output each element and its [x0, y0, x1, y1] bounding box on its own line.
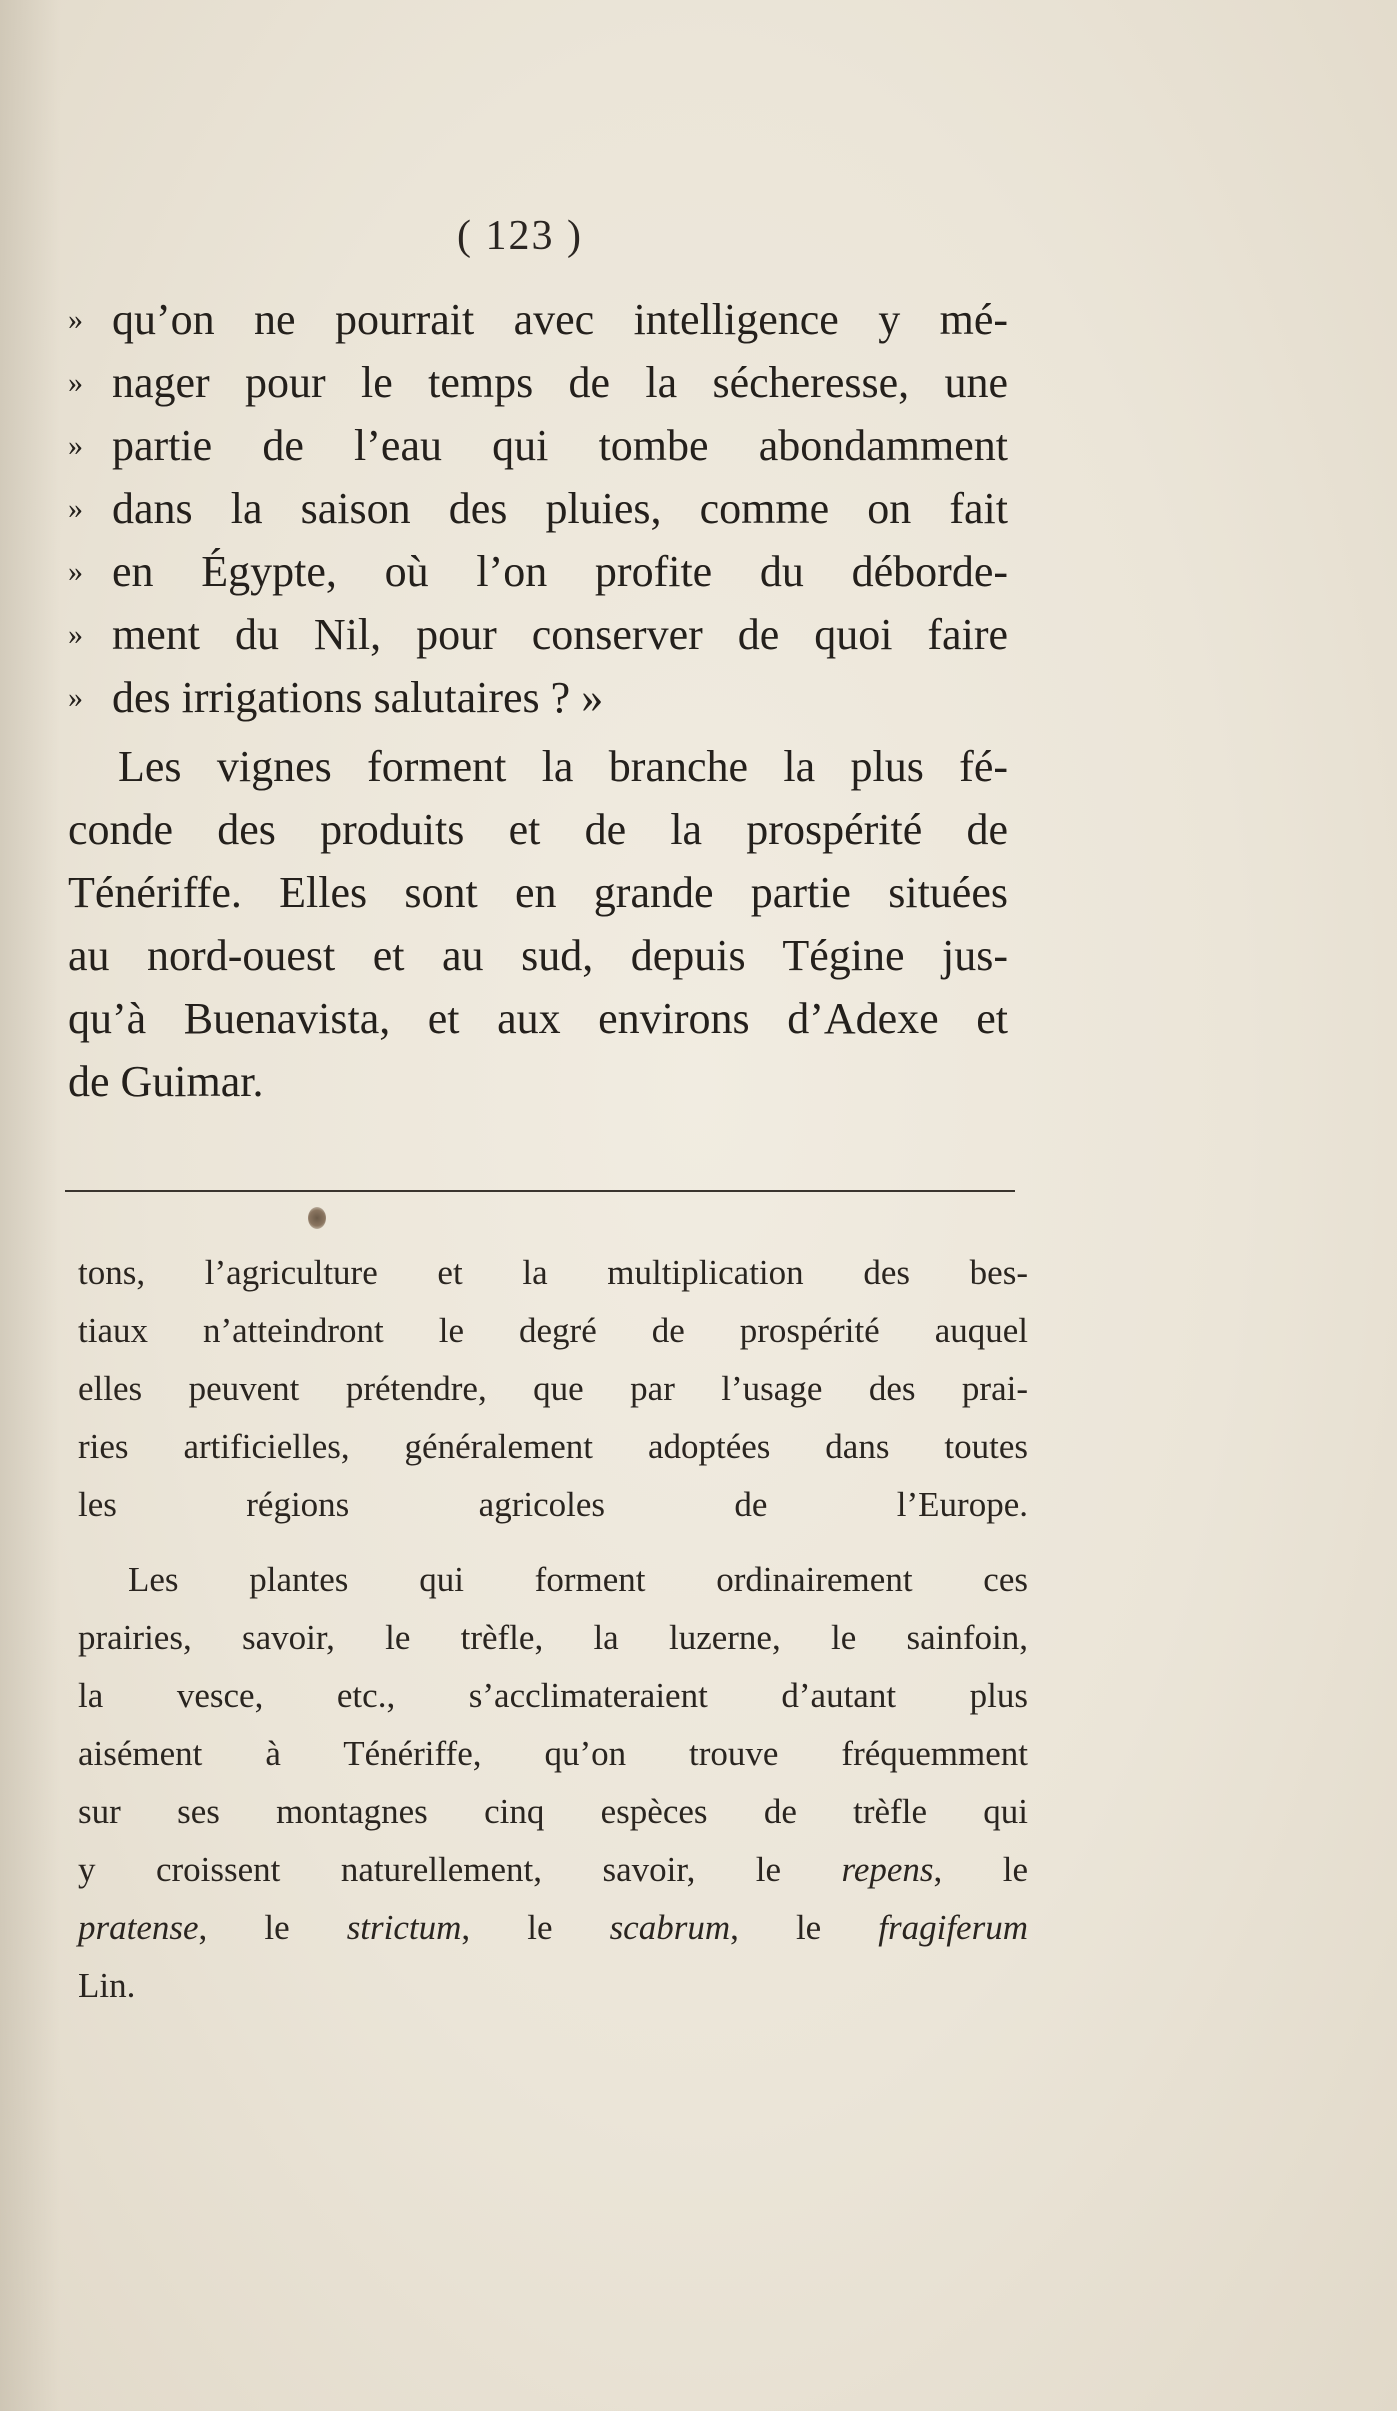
species-name: scabrum: [609, 1908, 731, 1947]
quote-line: [68, 351, 1008, 414]
gutter-shadow: [0, 0, 60, 2411]
paragraph-line: Les vignes forment la branche la plus fé-: [118, 742, 1008, 791]
quote-line-text: qu’on ne pourrait avec intelligence y mé-: [112, 295, 1008, 344]
vineyards-paragraph: [68, 735, 1008, 1113]
quote-line-text: en Égypte, où l’on profite du déborde-: [112, 547, 1008, 596]
quote-line-text: dans la saison des pluies, comme on fait: [112, 484, 1008, 533]
quote-mark: »: [68, 681, 83, 714]
footnote-text: , le: [198, 1908, 347, 1947]
quote-block: [68, 288, 1008, 729]
quote-line-text: nager pour le temps de la sécheresse, une: [112, 358, 1008, 407]
paragraph-line: conde des produits et de la prospérité de: [68, 805, 1008, 854]
page-number: ( 123 ): [457, 213, 583, 259]
quote-line: [68, 603, 1008, 666]
footnote-line: [78, 1841, 1028, 1899]
quote-mark: »: [68, 492, 83, 525]
paragraph-line: au nord-ouest et au sud, depuis Tégine jus-: [68, 931, 1008, 980]
quote-mark: »: [68, 618, 83, 651]
footnote-line: tons, l’agriculture et la multiplication des bes-: [78, 1253, 1028, 1292]
quote-line: [68, 414, 1008, 477]
quote-line: [68, 540, 1008, 603]
quote-mark: »: [68, 303, 83, 336]
quote-line: [68, 477, 1008, 540]
footnote-line: [78, 1899, 1028, 1957]
quote-mark: »: [68, 555, 83, 588]
species-name: pratense: [78, 1908, 199, 1947]
paragraph-line: Ténériffe. Elles sont en grande partie situées: [68, 868, 1008, 917]
footnote-line: sur ses montagnes cinq espèces de trèfle qui: [78, 1792, 1028, 1831]
quote-mark: »: [68, 366, 83, 399]
footnote-line: elles peuvent prétendre, que par l’usage des prai-: [78, 1369, 1028, 1408]
footnote-text: , le: [461, 1908, 610, 1947]
paragraph-line: qu’à Buenavista, et aux environs d’Adexe et: [68, 994, 1008, 1043]
footnote-line: les régions agricoles de l’Europe.: [78, 1485, 1028, 1524]
species-name: strictum: [346, 1908, 462, 1947]
species-name: fragiferum: [878, 1908, 1028, 1947]
quote-line-text: des irrigations salutaires ? »: [112, 673, 604, 722]
footnote-text: y croissent naturellement, savoir, le: [78, 1850, 842, 1889]
footnote-line: aisément à Ténériffe, qu’on trouve fréquemment: [78, 1734, 1028, 1773]
footnote-text: , le: [933, 1850, 1028, 1889]
ink-spot: [308, 1207, 326, 1229]
footnote-line: Les plantes qui forment ordinairement ces: [128, 1560, 1028, 1599]
species-name: repens: [841, 1850, 934, 1889]
footnote-paragraph-2: [78, 1551, 1028, 2015]
quote-line-text: partie de l’eau qui tombe abondamment: [112, 421, 1008, 470]
footnote-paragraph-1: [78, 1244, 1028, 1534]
footnote-block: [78, 1244, 1028, 2015]
footnote-line: prairies, savoir, le trèfle, la luzerne, le sainfoin,: [78, 1618, 1028, 1657]
footnote-line: la vesce, etc., s’acclimateraient d’autant plus: [78, 1676, 1028, 1715]
quote-line: [68, 288, 1008, 351]
paragraph-line: de Guimar.: [68, 1057, 264, 1106]
footnote-text: , le: [730, 1908, 879, 1947]
footnote-line: ries artificielles, généralement adoptées dans toutes: [78, 1427, 1028, 1466]
quote-line-text: ment du Nil, pour conserver de quoi faire: [112, 610, 1008, 659]
main-text: [68, 288, 1008, 1113]
quote-line: [68, 666, 1008, 729]
footnote-line: tiaux n’atteindront le degré de prospérité auquel: [78, 1311, 1028, 1350]
footnote-line: Lin.: [78, 1966, 136, 2005]
quote-mark: »: [68, 429, 83, 462]
footnote-separator-rule: [65, 1190, 1015, 1192]
